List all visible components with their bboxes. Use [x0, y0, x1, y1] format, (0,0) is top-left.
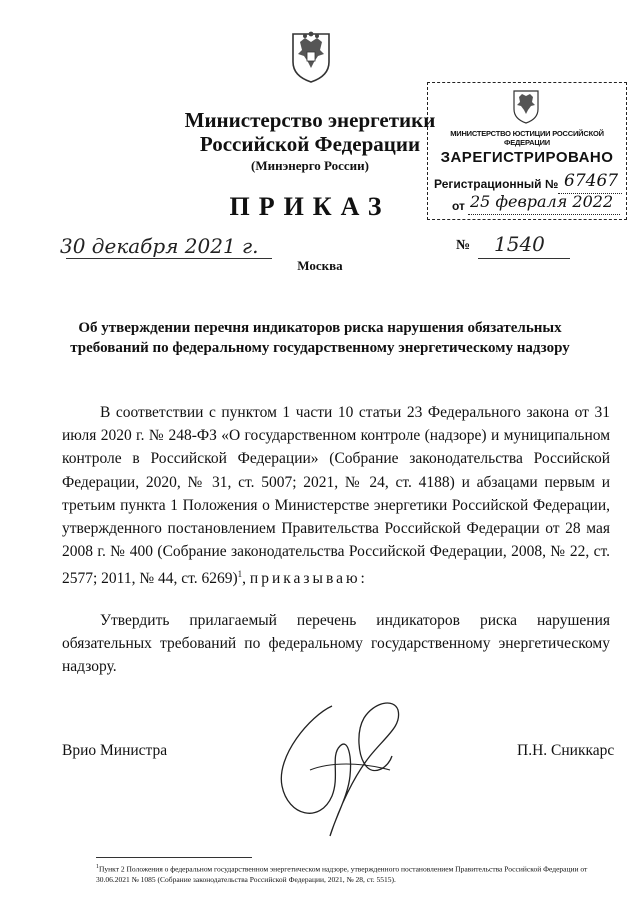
signatory-position: Врио Министра: [62, 742, 168, 759]
ministry-title-line2: Российской Федерации: [199, 132, 421, 156]
stamp-reg-label: Регистрационный №: [434, 177, 559, 191]
state-emblem-icon: [288, 28, 334, 84]
paragraph-1-tail: ,: [242, 570, 250, 588]
body-paragraph-2: Утвердить прилагаемый перечень индикаторов риска нарушения обязательных требований по федеральному государственному энергетическому надзору.: [62, 612, 610, 676]
order-number: 1540: [494, 232, 545, 256]
footnote-reference: 1: [237, 569, 243, 580]
order-number-sign: №: [456, 238, 471, 253]
stamp-status: ЗАРЕГИСТРИРОВАНО: [440, 149, 614, 166]
order-date-line: [66, 258, 272, 259]
ministry-short-name: (Минэнерго России): [251, 158, 369, 173]
stamp-reg-number: 67467: [564, 171, 619, 191]
order-heading: ПРИКАЗ: [229, 192, 391, 221]
document-title: [70, 318, 570, 358]
paragraph-1-text: В соответствии с пунктом 1 части 10 статьи 23 Федерального закона от 31 июля 2020 г. № 248-ФЗ «О государственном контроле (надзоре) и муниципальном контроле в Российской Федерации» (Собрание законодательства Российской Федерации, 2020, № 31, ст. 5007; 2021, № 24, ст. 4188) и абзацами первым и третьим пункта 1 Положения о Министерстве энергетики Российской Федерации, утвержденного постановлением Правительства Российской Федерации от 28 мая 2008 г. № 400 (Собрание законодательства Российской Федерации, 2008, № 22, ст. 2577; 2011, № 44, ст. 6269): [62, 404, 610, 588]
ministry-title-line1: Министерство энергетики: [184, 108, 436, 132]
stamp-date-label: от: [452, 199, 465, 213]
order-date: 30 декабря 2021 г.: [60, 234, 259, 258]
signatory-name: П.Н. Сниккарс: [517, 742, 615, 759]
document-title-line1: Об утверждении перечня индикаторов риска нарушения обязательных: [78, 320, 562, 336]
footnote-text: Пункт 2 Положения о федеральном государственном энергетическом надзоре, утвержденного постановлением Правительства Российской Федерации от 30.06.2021 № 1085 (Собрание законодательства Российской Федерации, 2021, № 28, ст. 5515).: [96, 864, 588, 884]
ministry-title: [160, 108, 460, 156]
body-paragraph-1: [62, 401, 610, 591]
stamp-date-underline: [468, 214, 620, 215]
handwritten-signature: [270, 696, 410, 846]
document-title-line2: требований по федеральному государственному энергетическому надзору: [70, 340, 570, 356]
registration-stamp: [427, 82, 627, 220]
order-city: Москва: [297, 258, 343, 273]
order-number-line: [478, 258, 570, 259]
footnote-mark: 1: [96, 864, 99, 870]
footnote: [96, 862, 616, 885]
stamp-organization: МИНИСТЕРСТВО ЮСТИЦИИ РОССИЙСКОЙ ФЕДЕРАЦИИ: [450, 129, 604, 147]
stamp-date-value: 25 февраля 2022: [470, 192, 614, 211]
stamp-emblem-icon: [510, 87, 542, 125]
footnote-separator: [96, 857, 252, 858]
order-verb: приказываю:: [249, 570, 368, 588]
